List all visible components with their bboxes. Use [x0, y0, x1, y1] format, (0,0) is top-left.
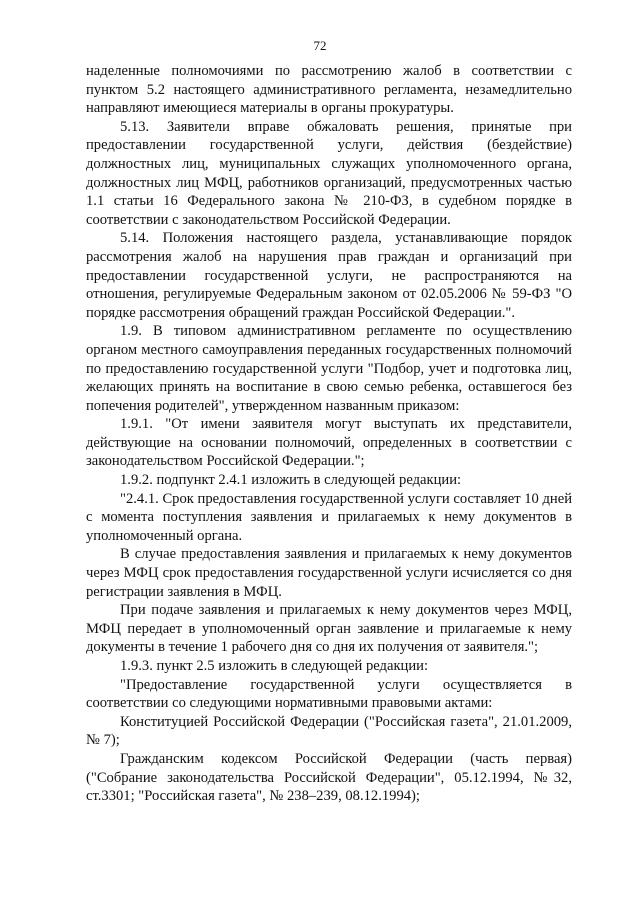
paragraph-1-9-2: 1.9.2. подпункт 2.4.1 изложить в следующей редакции: [120, 472, 462, 489]
document-body [86, 62, 572, 806]
paragraph-5-14: 5.14. Положения настоящего раздела, устанавливающие порядок рассмотрения жалоб на нарушения прав граждан и организаций при предоставлении государственной услуги, не распространяются на отношения, регулируемые Федеральным законом от 02.05.2006 № 59-ФЗ "О порядке рассмотрения обращений граждан Российской Федерации.". [86, 230, 572, 321]
paragraph-legal-basis: "Предоставление государственной услуги осуществляется в соответствии со следующими нормативными правовыми актами: [86, 676, 572, 712]
paragraph-2-4-1: "2.4.1. Срок предоставления государственной услуги составляет 10 дней с момента поступления заявления и прилагаемых к нему документов в уполномоченный органа. [86, 490, 572, 544]
paragraph-continuation: наделенные полномочиями по рассмотрению жалоб в соответствии с пунктом 5.2 настоящего административного регламента, незамедлительно направляют имеющиеся материалы в органы прокуратуры. [86, 63, 572, 117]
paragraph-mfc-transfer: При подаче заявления и прилагаемых к нему документов через МФЦ, МФЦ передает в уполномоченный орган заявление и прилагаемые к нему документы в течение 1 рабочего дня со дня их получения от заявителя."; [86, 602, 572, 656]
paragraph-constitution: Конституцией Российской Федерации ("Российская газета", 21.01.2009, № 7); [86, 713, 572, 749]
paragraph-1-9: 1.9. В типовом административном регламенте по осуществлению органом местного самоуправления переданных государственных полномочий по предоставлению государственной услуги "Подбор, учет и подготовка лиц, желающих принять на воспитание в свою семью ребенка, оставшегося без попечения родителей", утвержденном названным приказом: [86, 323, 572, 414]
paragraph-mfc-term: В случае предоставления заявления и прилагаемых к нему документов через МФЦ срок предоставления государственной услуги исчисляется со дня регистрации заявления в МФЦ. [86, 546, 572, 600]
page-number: 72 [313, 38, 327, 53]
paragraph-1-9-1: 1.9.1. "От имени заявителя могут выступать их представители, действующие на основании полномочий, определенных в соответствии с законодательством Российской Федерации."; [86, 416, 572, 470]
paragraph-1-9-3: 1.9.3. пункт 2.5 изложить в следующей редакции: [120, 658, 429, 674]
paragraph-5-13: 5.13. Заявители вправе обжаловать решения, принятые при предоставлении государственной услуги, действия (бездействие) должностных лиц, муниципальных служащих уполномоченного органа, должностных лиц МФЦ, работников организаций, предусмотренных частью 1.1 статьи 16 Федерального закона № 210-ФЗ, в судебном порядке в соответствии с законодательством Российской Федерации. [86, 118, 572, 228]
paragraph-civil-code: Гражданским кодексом Российской Федерации (часть первая) ("Собрание законодательства Российской Федерации", 05.12.1994, №32, ст.3301; "Российская газета", № 238–239, 08.12.1994); [86, 750, 572, 805]
